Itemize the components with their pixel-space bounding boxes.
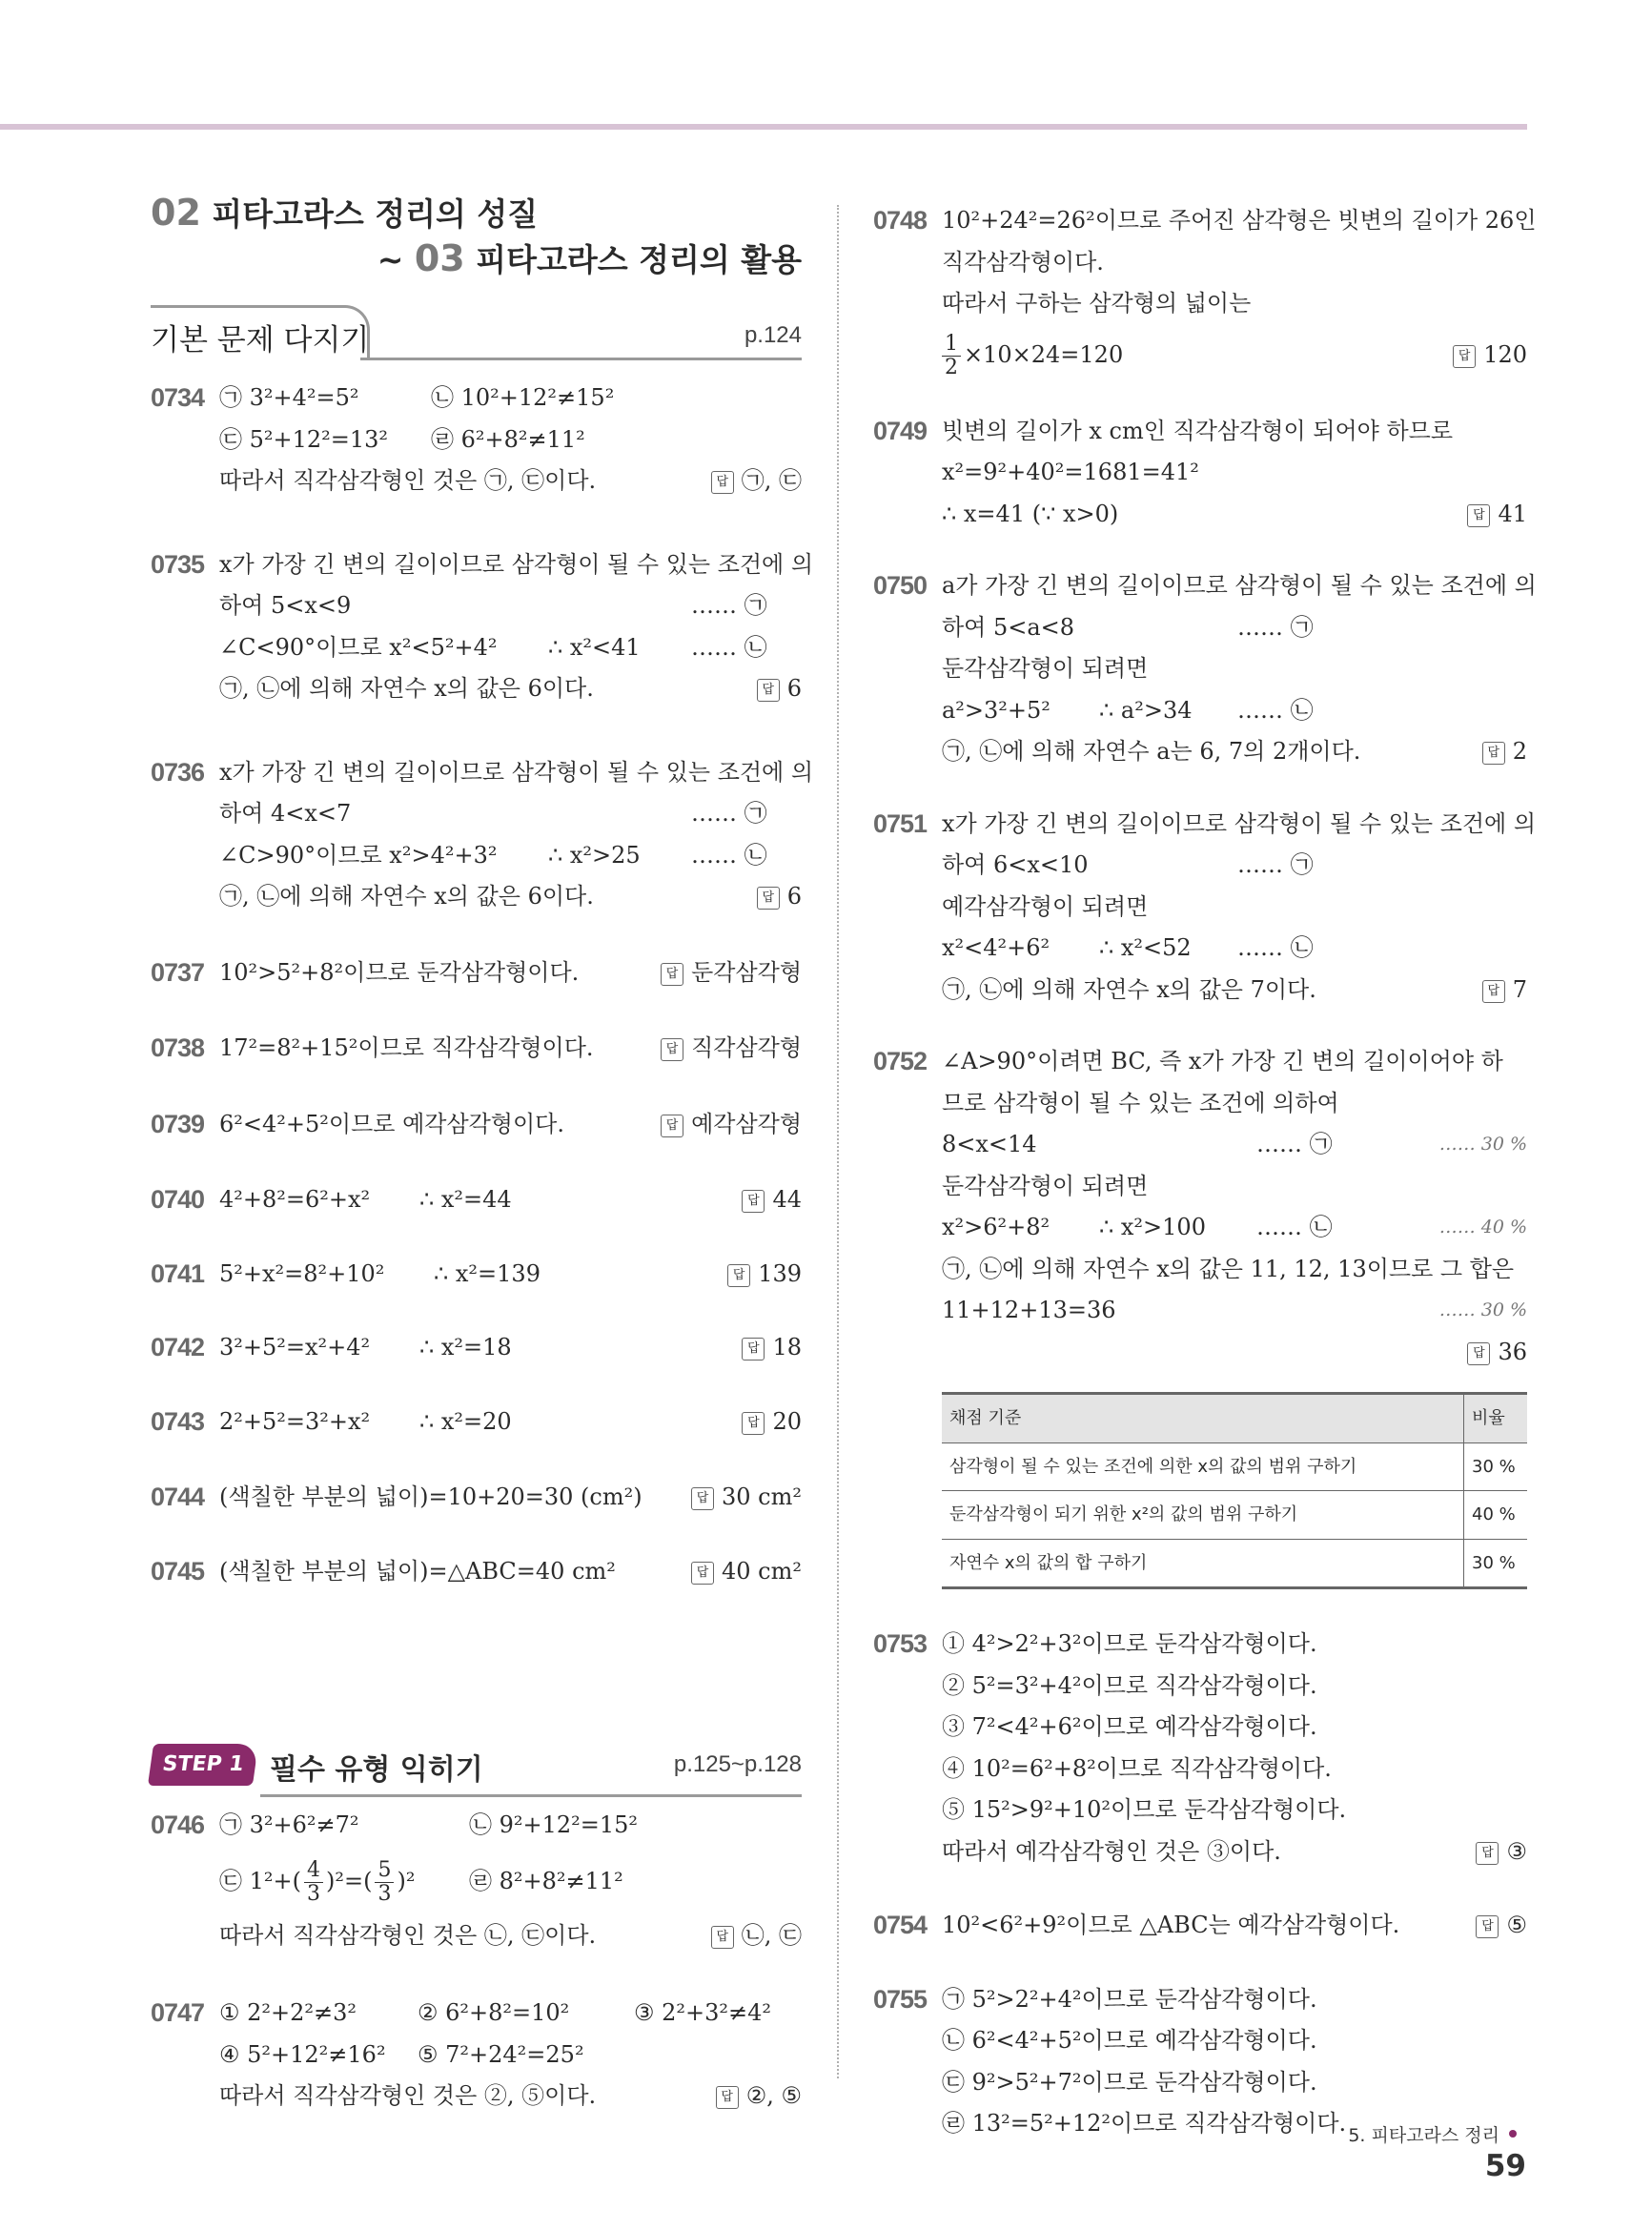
answer: 답 139 [727,1254,802,1296]
solution-line: x가 가장 긴 변의 길이이므로 삼각형이 될 수 있는 조건에 의 [219,550,814,578]
solution-line: 빗변의 길이가 x cm인 직각삼각형이 되어야 하므로 [942,417,1454,444]
problem-number: 0751 [873,808,928,838]
problem-0736 [151,752,814,918]
problem-number: 0748 [873,206,928,235]
problem-number: 0742 [151,1333,205,1361]
problem-number: 0741 [151,1258,205,1288]
section-title-line2 [151,236,802,282]
page-footer [1311,2121,1526,2183]
expr: )²=( [326,1867,373,1894]
denominator: 2 [945,355,958,379]
conclusion: ㉠, ㉡에 의해 자연수 a는 6, 7의 2개이다. [942,738,1361,765]
solution-line: ㉢ 9²>5²+7²이므로 둔각삼각형이다. [942,2068,1317,2096]
problem-0737 [151,952,802,994]
solution-line: 6²<4²+5²이므로 예각삼각형이다. [219,1110,564,1137]
answer: 답 ③ [1476,1831,1527,1873]
step-badge: STEP 1 [148,1744,258,1786]
fraction [304,1859,323,1906]
denominator: 3 [307,1881,320,1906]
section-number: 02 [151,192,201,234]
problem-0753 [873,1624,1527,1872]
problem-number: 0754 [873,1911,928,1939]
solution-line: x²<4²+6² [942,934,1050,961]
solution-line: ⑤ 15²>9²+10²이므로 둔각삼각형이다. [942,1796,1347,1823]
answer: 답 ⑤ [1476,1905,1527,1947]
solution-line: 17²=8²+15²이므로 직각삼각형이다. [219,1034,594,1061]
solution-line: ㉠, ㉡에 의해 자연수 x의 값은 11, 12, 13이므로 그 합은 [942,1255,1515,1282]
ratio: 40 % [1464,1491,1528,1540]
table-header: 채점 기준 [942,1394,1464,1443]
problem-0741 [151,1254,802,1296]
solution-line: ② 5²=3²+4²이므로 직각삼각형이다. [942,1671,1317,1699]
marker: …… ㉠ [1237,613,1314,641]
therefore: ∴ x²>25 [548,841,641,869]
marker: …… ㉠ [1237,851,1314,878]
answer: 답 7 [1482,970,1527,1012]
criterion: 자연수 x의 값의 합 구하기 [942,1539,1464,1588]
choice: ㉣ 6²+8²≠11² [431,425,585,453]
solution-line: 따라서 구하는 삼각형의 넓이는 [942,290,1252,317]
marker: …… ㉠ [691,800,767,827]
problem-number: 0746 [151,1811,205,1839]
answer: 답 직각삼각형 [661,1028,802,1070]
solution-line: 예각삼각형이 되려면 [942,892,1149,920]
fraction [942,333,961,379]
answer: 답 6 [757,876,802,918]
criterion: 삼각형이 될 수 있는 조건에 의한 x의 값의 범위 구하기 [942,1442,1464,1491]
solution-line: ① 4²>2²+3²이므로 둔각삼각형이다. [942,1630,1317,1657]
answer: 답 ㉡, ㉢ [711,1915,802,1957]
problem-number: 0753 [873,1629,928,1658]
problem-number: 0744 [151,1483,205,1511]
column-divider [837,205,839,2078]
marker: …… ㉡ [1256,1214,1333,1240]
marker: …… ㉡ [691,633,767,661]
bullet-dot [1509,2130,1517,2138]
problem-0740 [151,1179,802,1221]
solution-line: ㉠ 5²>2²+4²이므로 둔각삼각형이다. [942,1985,1317,2013]
answer: 답 둔각삼각형 [661,952,802,994]
answer: 답 41 [1467,494,1527,536]
solution-line: ③ 7²<4²+6²이므로 예각삼각형이다. [942,1713,1317,1740]
problem-0752 [873,1041,1527,1589]
conclusion: ㉠, ㉡에 의해 자연수 x의 값은 7이다. [942,975,1316,1003]
problem-0739 [151,1104,802,1146]
problem-number: 0740 [151,1185,205,1214]
problem-number: 0738 [151,1033,205,1062]
ratio: 30 % [1464,1539,1528,1588]
expr: ㉢ 1²+( [219,1867,301,1894]
left-column [151,191,814,2117]
solution-line: x²>6²+8² [942,1214,1050,1240]
answer: 답 6 [757,668,802,710]
problem-0747 [151,1993,802,2117]
problem-number: 0734 [151,383,205,412]
problem-number: 0737 [151,957,205,987]
problem-0742 [151,1327,802,1369]
choice: ㉠ 3²+6²≠7² [219,1811,359,1838]
solution-line: 하여 4<x<7 [219,800,352,827]
choice: ㉢ 5²+12²=13² [219,425,389,453]
choice: ① 2²+2²≠3² [219,1999,357,2026]
solution-line: 므로 삼각형이 될 수 있는 조건에 의하여 [942,1089,1339,1116]
section-title-line1 [151,191,802,236]
therefore: ∴ x²<41 [548,633,641,661]
section-number: 03 [414,237,465,279]
solution-line: 둔각삼각형이 되려면 [942,1172,1149,1199]
solution-line: 11+12+13=36 [942,1297,1116,1323]
problem-0743 [151,1401,802,1443]
top-rule [0,124,1527,130]
choice [219,1847,415,1915]
basic-page-ref: p.124 [744,322,802,348]
conclusion: ㉠, ㉡에 의해 자연수 x의 값은 6이다. [219,675,594,702]
solution-line: 4²+8²=6²+x² [219,1186,371,1213]
conclusion: ㉠, ㉡에 의해 자연수 x의 값은 6이다. [219,883,594,910]
basic-heading [151,305,802,360]
marker: …… ㉡ [1237,934,1314,961]
problem-number: 0752 [873,1047,928,1075]
problem-0735 [151,544,814,710]
step1-heading [151,1730,802,1797]
chapter-label: 5. 피타고라스 정리 [1348,2125,1499,2146]
problem-0750 [873,565,1537,773]
answer: 답 120 [1453,335,1527,376]
expr: )² [397,1867,416,1894]
problem-0746 [151,1805,802,1956]
answer: 답 예각삼각형 [661,1104,802,1146]
solution-line: ×10×24=120 [964,340,1124,368]
solution-line: ∠A>90°이려면 BC, 즉 x가 가장 긴 변의 길이이어야 하 [942,1048,1503,1074]
problem-number: 0743 [151,1406,205,1436]
basic-heading-label: 기본 문제 다지기 [151,323,370,358]
problem-number: 0736 [151,757,205,787]
marker: …… ㉡ [691,841,767,869]
page-number: 59 [1484,2149,1526,2183]
solution-line: a²>3²+5² [942,696,1050,724]
conclusion: 따라서 예각삼각형인 것은 ③이다. [942,1837,1281,1865]
solution-line: 8<x<14 [942,1131,1037,1157]
heading-rule [260,1794,802,1797]
problem-0749 [873,411,1527,536]
therefore: ∴ x²=139 [434,1259,540,1287]
problem-0745 [151,1551,802,1593]
table-row [942,1491,1527,1540]
solution-line: 직각삼각형이다. [942,248,1104,276]
choice: ㉡ 10²+12²≠15² [431,384,615,411]
therefore: ∴ x²=44 [419,1186,512,1213]
problem-number: 0749 [873,416,928,445]
ratio: 30 % [1464,1442,1528,1491]
solution-line: x가 가장 긴 변의 길이이므로 삼각형이 될 수 있는 조건에 의 [219,758,814,786]
step1-page-ref: p.125~p.128 [673,1751,802,1777]
therefore: ∴ x²>100 [1099,1214,1206,1240]
problem-0734 [151,378,802,502]
choice: ④ 5²+12²≠16² [219,2040,386,2068]
problem-0754 [873,1905,1527,1947]
choice: ㉡ 9²+12²=15² [469,1811,639,1838]
solution-line: 10²>5²+8²이므로 둔각삼각형이다. [219,958,580,986]
choice: ㉣ 8²+8²≠11² [469,1867,623,1894]
solution-line: x²=9²+40²=1681=41² [942,459,1199,485]
therefore: ∴ x²=18 [419,1334,512,1361]
solution-line: ④ 10²=6²+8²이므로 직각삼각형이다. [942,1754,1332,1782]
step1-heading-label: 필수 유형 익히기 [270,1753,483,1787]
solution-line: 10²<6²+9²이므로 △ABC는 예각삼각형이다. [942,1912,1400,1938]
solution-line: a가 가장 긴 변의 길이이므로 삼각형이 될 수 있는 조건에 의 [942,572,1537,599]
problem-number: 0745 [151,1556,205,1586]
problem-number: 0750 [873,571,928,600]
solution-line: (색칠한 부분의 넓이)=△ABC=40 cm² [219,1557,616,1585]
score-percent: …… 30 % [1438,1134,1527,1155]
section-title: 피타고라스 정리의 활용 [464,241,802,278]
numerator: 5 [375,1859,394,1883]
marker: …… ㉠ [1256,1131,1333,1157]
solution-line: ∠C>90°이므로 x²>4²+3² [219,841,498,869]
solution-line: 5²+x²=8²+10² [219,1259,385,1287]
answer: 답 ㉠, ㉢ [711,460,802,502]
solution-line: x가 가장 긴 변의 길이이므로 삼각형이 될 수 있는 조건에 의 [942,809,1537,837]
answer: 답 44 [742,1179,802,1221]
answer: 답 18 [742,1327,802,1369]
scoring-criteria-table [942,1392,1527,1589]
solution-line: ㉡ 6²<4²+5²이므로 예각삼각형이다. [942,2027,1317,2054]
solution-line: ∴ x=41 (∵ x>0) [942,500,1119,527]
marker: …… ㉠ [691,592,767,619]
section-title: 피타고라스 정리의 성질 [200,195,539,233]
therefore: ∴ a²>34 [1099,696,1193,724]
criterion: 둔각삼각형이 되기 위한 x²의 값의 범위 구하기 [942,1491,1464,1540]
solution-line: 2²+5²=3²+x² [219,1407,371,1435]
conclusion: 따라서 직각삼각형인 것은 ㉡, ㉢이다. [219,1921,597,1949]
therefore: ∴ x²=20 [419,1407,512,1435]
choice: ② 6²+8²=10² [418,1999,570,2026]
choice: ⑤ 7²+24²=25² [418,2040,584,2068]
conclusion: 따라서 직각삼각형인 것은 ②, ⑤이다. [219,2082,597,2109]
table-row [942,1539,1527,1588]
heading-rule [360,358,802,360]
answer: 답 ②, ⑤ [716,2076,802,2117]
solution-line: 하여 6<x<10 [942,851,1089,878]
solution-line: 10²+24²=26²이므로 주어진 삼각형은 빗변의 길이가 26인 [942,207,1537,234]
solution-line: (색칠한 부분의 넓이)=10+20=30 (cm²) [219,1483,642,1510]
answer: 답 2 [1482,731,1527,773]
answer: 답 40 cm² [691,1551,802,1593]
problem-number: 0747 [151,1998,205,2027]
problem-0755 [873,1979,1527,2145]
score-percent: …… 30 % [1438,1299,1527,1320]
denominator: 3 [377,1881,392,1906]
choice: ㉠ 3²+4²=5² [219,384,359,411]
table-header: 비율 [1464,1394,1528,1443]
score-percent: …… 40 % [1438,1217,1527,1238]
problem-0744 [151,1477,802,1519]
conclusion: 따라서 직각삼각형인 것은 ㉠, ㉢이다. [219,467,597,494]
solution-line: 3²+5²=x²+4² [219,1334,371,1361]
solution-line: ∠C<90°이므로 x²<5²+4² [219,633,498,661]
problem-number: 0755 [873,1984,928,2014]
right-column [873,200,1537,2145]
section-tilde: ~ [377,241,415,278]
problem-0738 [151,1028,802,1070]
solution-line: 하여 5<x<9 [219,592,352,619]
choice: ③ 2²+3²≠4² [634,1999,772,2026]
problem-number: 0735 [151,549,205,579]
fraction [375,1859,394,1906]
numerator: 4 [304,1859,323,1883]
answer: 답 30 cm² [691,1477,802,1519]
therefore: ∴ x²<52 [1099,934,1192,961]
marker: …… ㉡ [1237,696,1314,724]
table-row [942,1442,1527,1491]
problem-0751 [873,804,1537,1012]
problem-0748 [873,200,1537,384]
solution-line: 하여 5<a<8 [942,613,1075,641]
problem-number: 0739 [151,1109,205,1138]
solution-line: ㉣ 13²=5²+12²이므로 직각삼각형이다. [942,2110,1347,2137]
solution-line: 둔각삼각형이 되려면 [942,655,1149,682]
answer: 답 36 [1467,1332,1527,1374]
numerator: 1 [942,333,961,357]
answer: 답 20 [742,1401,802,1443]
